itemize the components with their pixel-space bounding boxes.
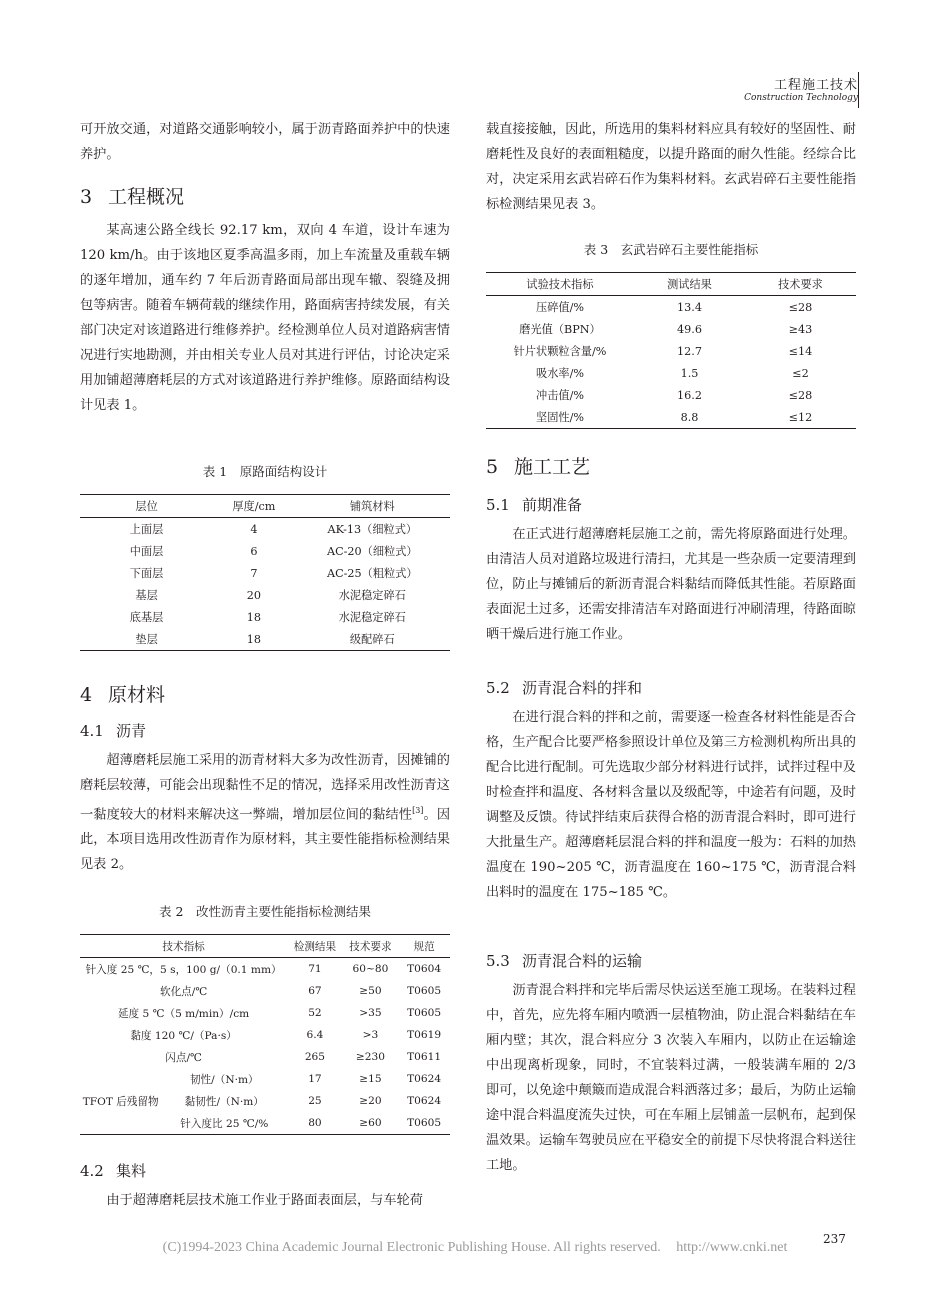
right-column-top	[486, 117, 856, 217]
paragraph-text: 。因此，本项目选用改性沥青作为原材料，其主要性能指标检测结果见表 2。	[80, 807, 451, 873]
table-row	[80, 540, 450, 562]
table-cell: 8.8	[680, 410, 699, 424]
subsection-title: 集料	[116, 1162, 147, 1180]
table-cell: >3	[362, 1029, 379, 1041]
table-cell: ≥230	[355, 1051, 385, 1063]
table-cell: ≥50	[359, 985, 382, 997]
section-5-3-paragraph: 沥青混合料拌和完毕后需尽快运送至施工现场。在装料过程中，首先，应先将车厢内喷洒一层植物油，防止混合料黏结在车厢内壁；其次，混合料应分 3 次装入车厢内，以防止在运输途中出现离析现象，同时，不宜装料过满，一般装满车厢的 2/3 即可，以免途中颠簸而造成混合料洒落过多；最后，为防止运输途中混合料温度流失过快，可在车厢上层铺盖一层帆布，起到保温效果。运输车驾驶员应在平稳安全的前提下尽快将混合料送往工地。	[486, 983, 856, 1173]
subsection-number: 4.2	[80, 1162, 104, 1180]
table-1-caption: 表 1 原路面结构设计	[202, 464, 328, 479]
copyright-text: (C)1994-2023 China Academic Journal Electronic Publishing House. All rights reserved.	[162, 1240, 661, 1255]
table-row	[80, 518, 450, 541]
table-row	[486, 384, 856, 406]
table-cell: 冲击值/%	[536, 389, 584, 402]
table-row	[80, 606, 450, 628]
table-cell: 级配碎石	[349, 633, 395, 646]
table-cell: T0624	[407, 1095, 442, 1107]
table-cell: 6	[250, 544, 258, 558]
subsection-title: 沥青混合料的运输	[522, 952, 643, 970]
section-4-1-paragraph	[80, 748, 450, 877]
section-3-body	[80, 218, 450, 418]
table-cell: 6.4	[306, 1029, 324, 1041]
header-rule	[858, 72, 859, 108]
table-cell: ≤28	[788, 300, 813, 314]
paragraph-text: 超薄磨耗层施工采用的沥青材料大多为改性沥青，因摊铺的磨耗层较薄，可能会出现黏性不足的情况，选择采用改性沥青这一黏度较大的材料来解决这一弊端，增加层位间的黏结性	[80, 753, 450, 823]
table-cell: 18	[246, 610, 261, 624]
subsection-number: 5.2	[486, 679, 510, 697]
table-cell: 49.6	[677, 322, 702, 336]
table-row	[80, 1046, 450, 1068]
section-5-2-body	[486, 705, 856, 905]
table-cell: AC-25（粗粒式）	[326, 567, 418, 580]
section-5-heading	[486, 452, 590, 479]
table-cell: 闪点/℃	[165, 1051, 202, 1064]
section-5-3-heading	[486, 950, 642, 971]
citation-ref: [3]	[412, 806, 424, 815]
table-cell: T0611	[407, 1051, 442, 1063]
table-cell: ≥60	[359, 1117, 382, 1129]
table-3-caption: 表 3 玄武岩碎石主要性能指标	[583, 242, 759, 257]
table-cell: AC-20（细粒式）	[326, 545, 418, 558]
table-cell-group-label: TFOT 后残留物	[82, 1095, 159, 1108]
table-cell: 针入度 25 ℃，5 s，100 g/（0.1 mm）	[85, 963, 282, 976]
table-cell: ≥20	[359, 1095, 382, 1107]
table-cell: ≤12	[788, 410, 813, 424]
section-title: 原材料	[108, 684, 166, 706]
table-header-cell: 测试结果	[634, 273, 745, 296]
subsection-number: 5.1	[486, 496, 510, 514]
table-cell: 基层	[135, 589, 158, 602]
section-4-2-continuation: 载直接接触，因此，所选用的集料材料应具有较好的坚固性、耐磨耗性及良好的表面粗糙度，以提升路面的耐久性能。经综合比对，决定采用玄武岩碎石作为集料材料。玄武岩碎石主要性能指标检测结果见表 3。	[486, 122, 856, 212]
table-cell: 坚固性/%	[536, 411, 584, 424]
table-cell: AK-13（细粒式）	[327, 523, 418, 536]
copyright-footer	[0, 1240, 950, 1256]
table-cell: 265	[304, 1051, 326, 1063]
table-2-caption: 表 2 改性沥青主要性能指标检测结果	[159, 904, 371, 919]
section-4-2-paragraph: 由于超薄磨耗层技术施工作业于路面表面层，与车轮荷	[106, 1193, 423, 1208]
table-row	[486, 318, 856, 340]
table-header-cell: 检测结果	[287, 935, 343, 958]
table-cell: T0605	[407, 1007, 442, 1019]
table-cell: 针入度比 25 ℃/%	[180, 1117, 269, 1130]
section-number: 5	[486, 456, 499, 478]
table-cell: T0619	[407, 1029, 442, 1041]
journal-title-en: Construction Technology	[744, 93, 858, 103]
table-cell: 4	[250, 522, 258, 536]
subsection-title: 沥青	[116, 722, 147, 740]
table-cell: ≥15	[359, 1073, 382, 1085]
section-5-2-heading	[486, 677, 642, 698]
table-cell: 80	[308, 1117, 322, 1129]
intro-tail-paragraph: 可开放交通，对道路交通影响较小，属于沥青路面养护中的快速养护。	[80, 122, 450, 162]
table-header-cell: 规范	[398, 935, 450, 958]
table-cell: 磨光值（BPN）	[519, 323, 601, 336]
table-1	[80, 494, 450, 651]
table-cell: 吸水率/%	[536, 367, 584, 380]
table-row	[80, 1024, 450, 1046]
table-cell: 17	[308, 1073, 322, 1085]
table-cell: 上面层	[129, 523, 164, 536]
table-header-cell: 试验技术指标	[486, 273, 634, 296]
table-row	[80, 628, 450, 651]
table-cell: 13.4	[677, 300, 702, 314]
table-cell: T0605	[407, 985, 442, 997]
section-5-1-body	[486, 522, 856, 647]
section-3-heading	[80, 182, 184, 209]
table-cell: 水泥稳定碎石	[338, 611, 406, 624]
table-header-cell: 层位	[80, 495, 213, 518]
table-row	[80, 980, 450, 1002]
table-cell: ≤14	[788, 344, 813, 358]
table-row	[486, 406, 856, 429]
table-cell: ≥43	[788, 322, 813, 336]
section-4-1-body	[80, 748, 450, 877]
section-4-2-body	[80, 1188, 450, 1213]
section-title: 施工工艺	[514, 456, 591, 478]
table-cell: 7	[250, 566, 258, 580]
table-cell: >35	[359, 1007, 382, 1019]
subsection-title: 前期准备	[522, 496, 583, 514]
table-cell: 67	[308, 985, 322, 997]
section-5-3-body	[486, 978, 856, 1178]
section-4-heading	[80, 680, 165, 707]
table-cell: 52	[308, 1007, 322, 1019]
table-row	[486, 362, 856, 384]
table-cell: 71	[308, 963, 322, 975]
table-cell: 软化点/℃	[159, 985, 208, 998]
subsection-number: 5.3	[486, 952, 510, 970]
subsection-title: 沥青混合料的拌和	[522, 679, 643, 697]
table-row	[486, 340, 856, 362]
table-cell: ≤28	[788, 388, 813, 402]
section-title: 工程概况	[108, 186, 185, 208]
table-row	[80, 958, 450, 981]
table-cell: 中面层	[129, 545, 164, 558]
table-cell: 韧性/（N·m）	[189, 1073, 259, 1086]
table-row	[80, 562, 450, 584]
table-header-cell: 技术要求	[343, 935, 399, 958]
table-3	[486, 272, 856, 429]
table-cell: 25	[308, 1095, 322, 1107]
table-cell: 针片状颗粒含量/%	[513, 345, 607, 358]
table-cell: 1.5	[680, 366, 699, 380]
table-header-cell: 铺筑材料	[295, 495, 450, 518]
table-cell: 垫层	[135, 633, 158, 646]
table-header-cell: 厚度/cm	[213, 495, 294, 518]
table-cell: 18	[246, 632, 261, 646]
table-cell: 下面层	[129, 567, 164, 580]
table-header-cell: 技术指标	[80, 935, 287, 958]
table-cell: 水泥稳定碎石	[338, 589, 406, 602]
section-5-1-paragraph: 在正式进行超薄磨耗层施工之前，需先将原路面进行处理。由清洁人员对道路垃圾进行清扫，尤其是一些杂质一定要清理到位，防止与摊铺后的新沥青混合料黏结而降低其性能。若原路面表面泥土过多，还需安排清洁车对路面进行冲刷清理，待路面晾晒干燥后进行施工作业。	[486, 527, 856, 642]
section-3-paragraph: 某高速公路全线长 92.17 km，双向 4 车道，设计车速为 120 km/h。由于该地区夏季高温多雨，加上车流量及重载车辆的逐年增加，通车约 7 年后沥青路面局部出现车辙、裂缝及拥包等病害。随着车辆荷载的继续作用，路面病害持续发展，有关部门决定对该道路进行维修养护。经检测单位人员对道路病害情况进行实地勘测，并由相关专业人员对其进行评估，讨论决定采用加铺超薄磨耗层的方式对该道路进行养护维修。原路面结构设计见表 1。	[80, 223, 450, 413]
subsection-number: 4.1	[80, 722, 104, 740]
section-4-2-heading	[80, 1160, 146, 1181]
section-number: 3	[80, 186, 93, 208]
table-row	[80, 584, 450, 606]
table-row	[80, 1002, 450, 1024]
table-row	[486, 296, 856, 319]
table-cell: T0605	[407, 1117, 442, 1129]
section-number: 4	[80, 684, 93, 706]
section-4-1-heading	[80, 720, 146, 741]
cnki-url: http://www.cnki.net	[676, 1240, 788, 1255]
table-cell: ≤2	[792, 366, 809, 380]
page-number: 237	[823, 1232, 846, 1246]
table-header-cell: 技术要求	[745, 273, 856, 296]
table-cell: 16.2	[677, 388, 702, 402]
table-cell: 延度 5 ℃（5 m/min）/cm	[117, 1007, 250, 1020]
table-row	[80, 1068, 450, 1090]
table-cell: 底基层	[129, 611, 164, 624]
table-cell: 60~80	[352, 963, 389, 975]
left-column	[80, 117, 450, 167]
section-5-1-heading	[486, 494, 582, 515]
table-cell: T0604	[407, 963, 442, 975]
section-5-2-paragraph: 在进行混合料的拌和之前，需要逐一检查各材料性能是否合格，生产配合比要严格参照设计单位及第三方检测机构所出具的配合比进行配制。可先选取少部分材料进行试拌，试拌过程中及时检查拌和温度、各材料含量以及级配等，中途若有问题，及时调整及反馈。待试拌结束后获得合格的沥青混合料时，即可进行大批量生产。超薄磨耗层混合料的拌和温度一般为：石料的加热温度在 190~205 ℃，沥青温度在 160~175 ℃，沥青混合料出料时的温度在 175~185 ℃。	[486, 710, 856, 900]
journal-title-cn: 工程施工技术	[773, 78, 858, 93]
table-cell: 20	[246, 588, 261, 602]
table-cell: 12.7	[677, 344, 702, 358]
table-2	[80, 934, 450, 1135]
table-cell: 黏度 120 ℃/（Pa·s）	[130, 1029, 237, 1042]
table-cell: T0624	[407, 1073, 442, 1085]
table-cell: 压碎值/%	[536, 301, 584, 314]
table-cell: 黏韧性/（N·m）	[184, 1095, 264, 1108]
